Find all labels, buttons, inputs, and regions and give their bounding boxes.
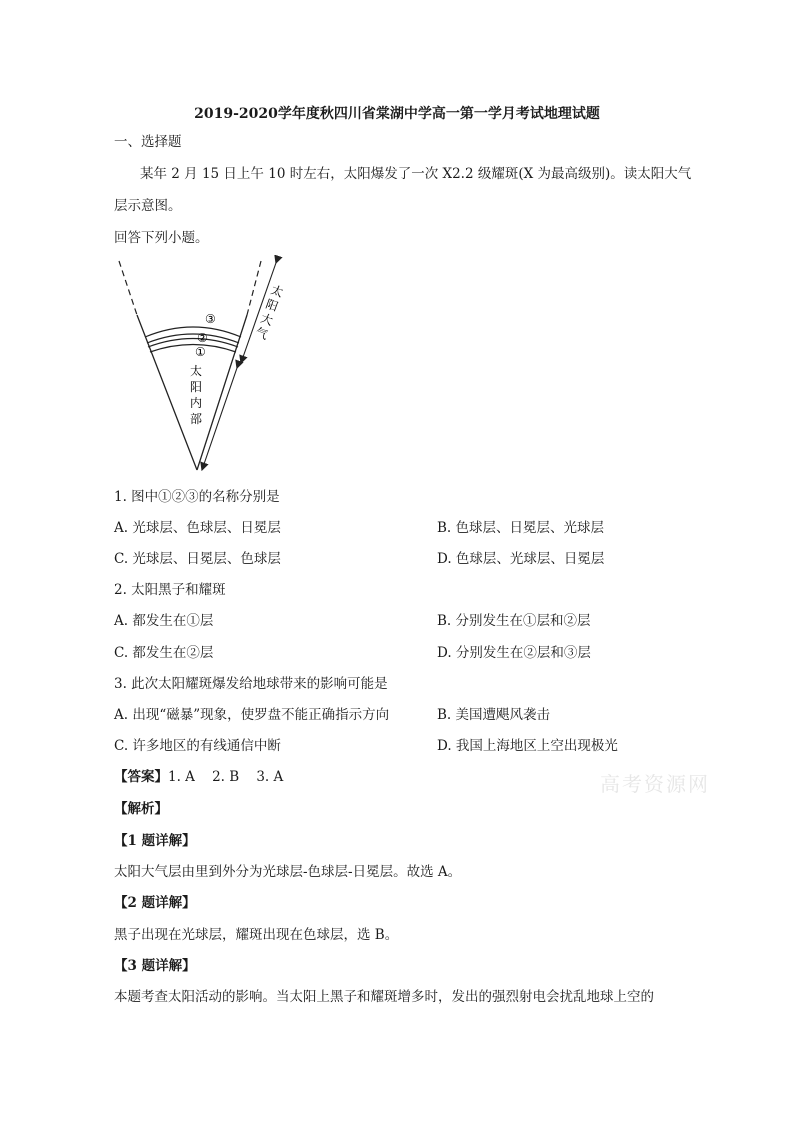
layer-label-2: ② (197, 331, 208, 345)
interior-label-char: 太 (190, 364, 203, 378)
option-a[interactable]: A. 都发生在①层 (114, 613, 214, 629)
q3-detail-text: 本题考查太阳活动的影响。当太阳上黑子和耀斑增多时，发出的强烈射电会扰乱地球上空的 (114, 989, 654, 1005)
option-c[interactable]: C. 光球层、日冕层、色球层 (114, 551, 281, 567)
answer-label: 【答案】 (114, 769, 168, 785)
layer-arc-3 (145, 327, 241, 337)
layer-arc-1 (150, 345, 236, 353)
option-c[interactable]: C. 许多地区的有线通信中断 (114, 738, 281, 754)
option-b[interactable]: B. 色球层、日冕层、光球层 (437, 520, 605, 536)
question-stem: 1. 图中①②③的名称分别是 (114, 489, 280, 505)
page-title: 2019-2020学年度秋四川省棠湖中学高一第一学月考试地理试题 (194, 106, 600, 122)
layer-label-3: ③ (205, 312, 216, 326)
intro-line-3: 回答下列小题。 (114, 230, 209, 246)
right-dashed-edge (247, 261, 261, 315)
q2-detail-text: 黑子出现在光球层，耀斑出现在色球层，选 B。 (114, 927, 399, 943)
interior-arrow (203, 365, 238, 467)
analysis-label: 【解析】 (114, 801, 168, 817)
solar-atmosphere-diagram (105, 255, 295, 475)
intro-line-1: 某年 2 月 15 日上午 10 时左右，太阳爆发了一次 X2.2 级耀斑(X 为最高级别)。读太阳大气 (140, 166, 692, 182)
option-d[interactable]: D. 我国上海地区上空出现极光 (437, 738, 618, 754)
q3-detail-label: 【3 题详解】 (114, 958, 196, 974)
question-stem: 2. 太阳黑子和耀斑 (114, 582, 226, 598)
section-heading: 一、选择题 (114, 134, 182, 150)
option-d[interactable]: D. 分别发生在②层和③层 (437, 645, 591, 661)
option-b[interactable]: B. 分别发生在①层和②层 (437, 613, 591, 629)
q1-detail-label: 【1 题详解】 (114, 833, 196, 849)
left-dashed-edge (119, 261, 137, 315)
q2-detail-label: 【2 题详解】 (114, 895, 196, 911)
option-a[interactable]: A. 光球层、色球层、日冕层 (114, 520, 281, 536)
option-b[interactable]: B. 美国遭飓风袭击 (437, 707, 551, 723)
option-d[interactable]: D. 色球层、光球层、日冕层 (437, 551, 605, 567)
atmosphere-label-char: 气 (253, 324, 270, 343)
answer-line (114, 768, 283, 786)
interior-label-char: 阳 (190, 380, 203, 394)
atmosphere-label-char: 太 (268, 282, 286, 300)
atmosphere-label-char: 阳 (263, 296, 280, 315)
option-a[interactable]: A. 出现“磁暴”现象，使罗盘不能正确指示方向 (114, 707, 390, 723)
intro-line-2: 层示意图。 (114, 198, 182, 214)
interior-label-char: 部 (190, 412, 203, 426)
atmosphere-label-char: 大 (258, 310, 275, 329)
question-stem: 3. 此次太阳耀斑爆发给地球带来的影响可能是 (114, 676, 388, 692)
layer-arc-2b (148, 339, 238, 348)
answer-text: 1. A 2. B 3. A (168, 769, 284, 785)
layer-label-1: ① (195, 345, 206, 359)
watermark: 高考资源网 (600, 772, 710, 796)
q1-detail-text: 太阳大气层由里到外分为光球层-色球层-日冕层。故选 A。 (114, 864, 462, 880)
option-c[interactable]: C. 都发生在②层 (114, 645, 214, 661)
interior-label-char: 内 (190, 396, 203, 410)
